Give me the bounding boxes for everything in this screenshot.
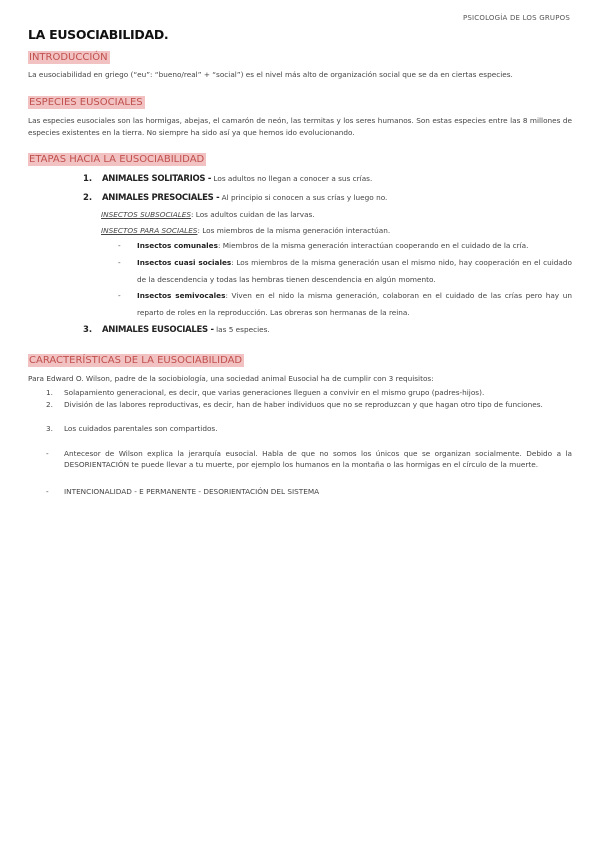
section-heading-introduccion: INTRODUCCIÓN [29,52,108,63]
stage-item-1 [83,173,372,185]
characteristics-intro: Para Edward O. Wilson, padre de la sociobiología, una sociedad animal Eusocial ha de cumplir con 3 requisitos: [28,374,434,383]
subsocial-label: INSECTOS SUBSOCIALES [101,210,191,219]
requirement-text: División de las labores reproductivas, es decir, han de haber individuos que no se reproduzcan y que hagan otro tipo de funciones. [64,400,543,409]
stage-number: 2. [83,193,93,203]
bullet-dash: - [118,291,121,300]
subsocial-line [101,209,315,221]
note-item-intencionalidad [46,486,572,497]
document-title: LA EUSOCIABILIDAD. [28,27,169,42]
stage-name: ANIMALES SOLITARIOS - [102,174,212,184]
requirement-item-1 [46,387,572,398]
section-heading-especies: ESPECIES EUSOCIALES [29,97,143,108]
stage-number: 3. [83,325,93,335]
requirement-number: 1. [46,388,53,397]
note-item-wilson [46,448,572,470]
parasocial-line [101,225,390,237]
stage-name: ANIMALES EUSOCIALES - [102,325,214,335]
bullet-term: Insectos comunales [137,241,218,250]
insect-bullet-cuasi-sociales [118,255,572,288]
bullet-dash: - [118,241,121,250]
requirement-item-2 [46,399,572,410]
species-paragraph: Las especies eusociales son las hormigas, abejas, el camarón de neón, las termitas y los seres humanos. Son estas especies entre las 8 millones de especies existentes en la tierra. No siempre ha sido así ya que hemos ido evolucionando. [28,116,572,137]
subsocial-text: : Los adultos cuidan de las larvas. [191,210,315,219]
stage-description: las 5 especies. [213,325,270,334]
requirement-text: Los cuidados parentales son compartidos. [64,424,218,433]
note-text: INTENCIONALIDAD - E PERMANENTE - DESORIENTACIÓN DEL SISTEMA [64,487,320,496]
requirement-number: 2. [46,400,53,409]
stage-name: ANIMALES PRESOCIALES - [102,193,220,203]
bullet-term: Insectos semivocales [137,291,226,300]
note-dash: - [46,487,49,496]
bullet-text: : Viven en el nido la misma generación, colaboran en el cuidado de las crías pero hay un reparto de roles en la reproducción. Las obreras son hermanas de la reina. [137,291,572,317]
parasocial-text: : Los miembros de la misma generación interactúan. [197,226,391,235]
stage-item-3 [83,324,270,336]
stage-description: Los adultos no llegan a conocer a sus crías. [211,174,373,183]
requirement-text: Solapamiento generacional, es decir, que varias generaciones lleguen a convivir en el mismo grupo (padres-hijos). [64,388,485,397]
parasocial-label: INSECTOS PARA SOCIALES [101,226,198,235]
bullet-term: Insectos cuasi sociales [137,258,232,267]
requirement-number: 3. [46,424,53,433]
stage-number: 1. [83,174,93,184]
section-heading-etapas: ETAPAS HACIA LA EUSOCIABILIDAD [29,154,205,165]
bullet-text: : Los miembros de la misma generación usan el mismo nido, hay cooperación en el cuidado de la descendencia y todas las hembras tienen descendencia en algún momento. [137,258,572,284]
note-text: Antecesor de Wilson explica la jerarquía eusocial. Habla de que no somos los únicos que se organizan socialmente. Debido a la DESORIENTACIÓN te puede llevar a tu muerte, por ejemplo los humanos en la montaña o las hormigas en el círculo de la muerte. [64,449,572,469]
stage-item-2 [83,192,387,204]
insect-bullet-comunales [118,238,572,255]
bullet-text: : Miembros de la misma generación interactúan cooperando en el cuidado de la cría. [217,241,529,250]
stage-description: Al principio si conocen a sus crías y luego no. [219,193,388,202]
requirement-item-3 [46,423,572,434]
note-dash: - [46,449,49,458]
page-header-course: PSICOLOGÍA DE LOS GRUPOS [462,14,570,22]
intro-paragraph: La eusociabilidad en griego (“eu”: “bueno/real” + “social”) es el nivel más alto de organización social que se da en ciertas especies. [28,70,513,79]
section-heading-caracteristicas: CARACTERÍSTICAS DE LA EUSOCIABILIDAD [29,355,243,366]
bullet-dash: - [118,258,121,267]
insect-bullet-semivocales [118,288,572,321]
